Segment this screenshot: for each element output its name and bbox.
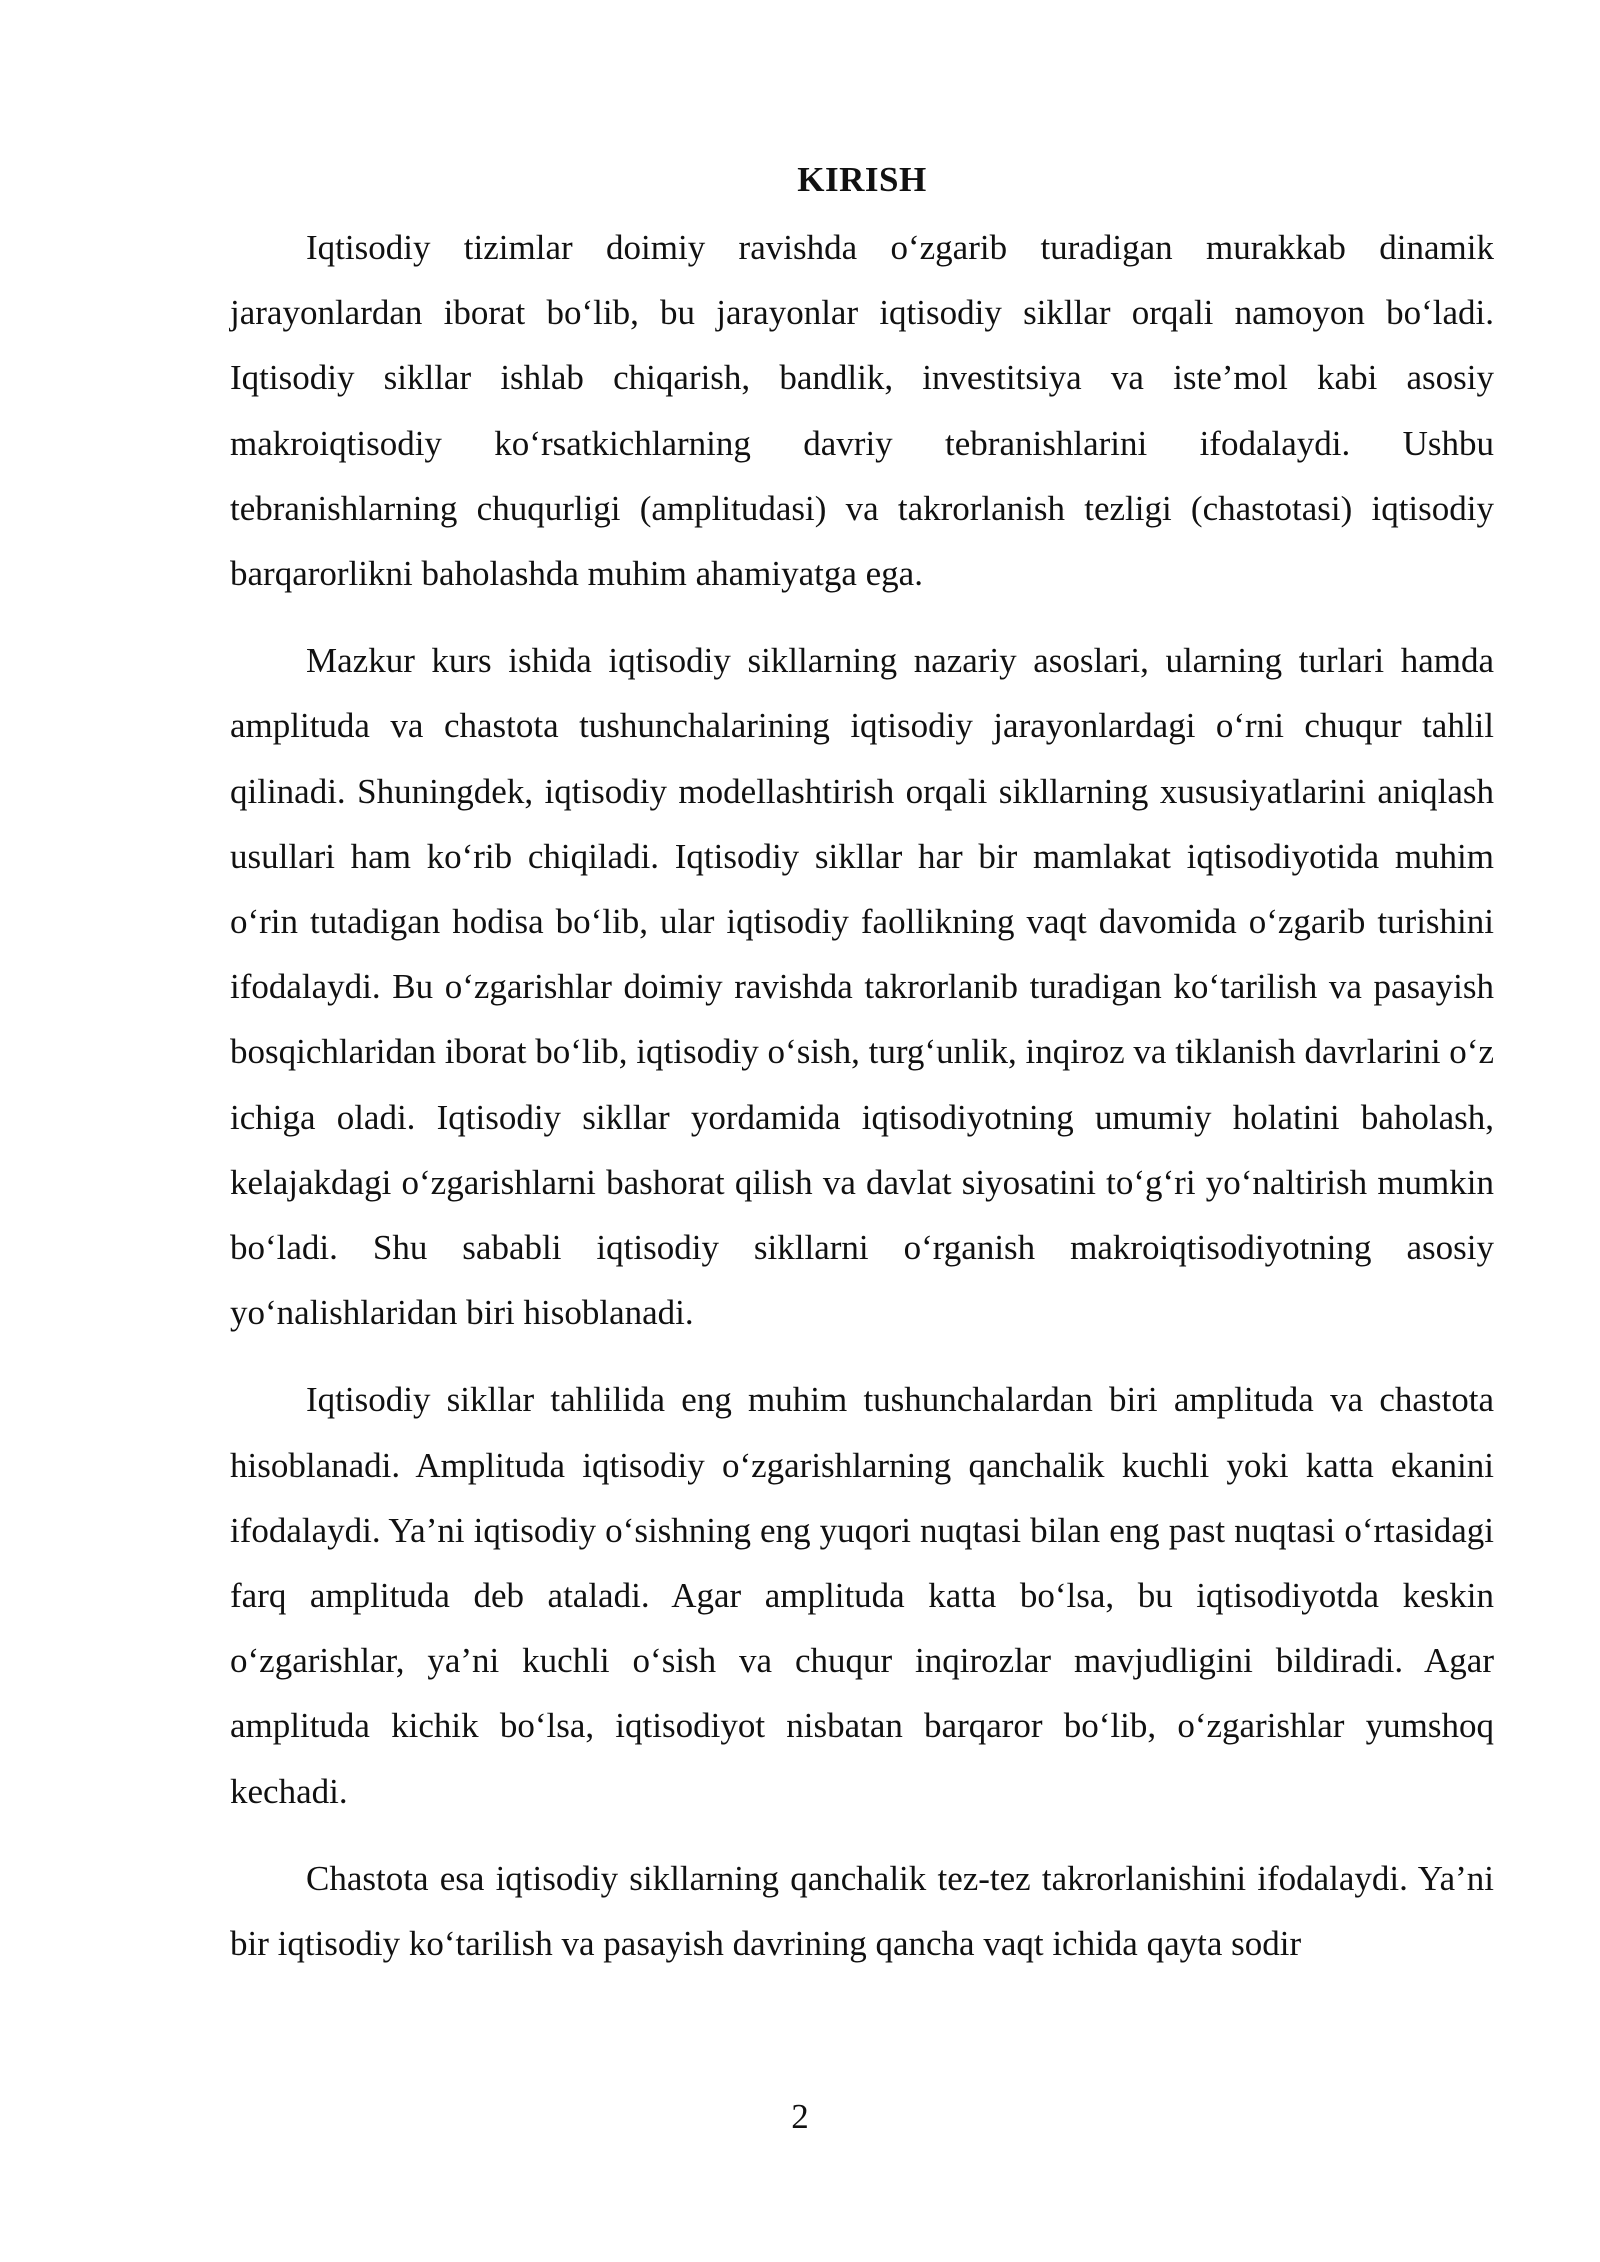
paragraph-4: Chastota esa iqtisodiy sikllarning qanchalik tez-tez takrorlanishini ifodalaydi. Ya’ni bir iqtisodiy ko‘tarilish va pasayish davrining qancha vaqt ichida qayta sodir [230,1858,1494,1964]
paragraph-1: Iqtisodiy tizimlar doimiy ravishda o‘zgarib turadigan murakkab dinamik jarayonlardan iborat bo‘lib, bu jarayonlar iqtisodiy sikllar orqali namoyon bo‘ladi. Iqtisodiy sikllar ishlab chiqarish, bandlik, investitsiya va iste’mol kabi asosiy makroiqtisodiy ko‘rsatkichlarning davriy tebranishlarini ifodalaydi. Ushbu tebranishlarning chuqurligi (amplitudasi) va takrorlanish tezligi (chastotasi) iqtisodiy barqarorlikni baholashda muhim ahamiyatga ega. [230,228,1494,594]
page-content [230,150,1494,1998]
paragraph-3: Iqtisodiy sikllar tahlilida eng muhim tushunchalardan biri amplituda va chastota hisoblanadi. Amplituda iqtisodiy o‘zgarishlarning qanchalik kuchli yoki katta ekanini ifodalaydi. Ya’ni iqtisodiy o‘sishning eng yuqori nuqtasi bilan eng past nuqtasi o‘rtasidagi farq amplituda deb ataladi. Agar amplituda katta bo‘lsa, bu iqtisodiyotda keskin o‘zgarishlar, ya’ni kuchli o‘sish va chuqur inqirozlar mavjudligini bildiradi. Agar amplituda kichik bo‘lsa, iqtisodiyot nisbatan barqaror bo‘lib, o‘zgarishlar yumshoq kechadi. [230,1380,1494,1811]
section-title: KIRISH [797,160,927,199]
page-number: 2 [791,2097,809,2136]
paragraph-2: Mazkur kurs ishida iqtisodiy sikllarning nazariy asoslari, ularning turlari hamda amplituda va chastota tushunchalarining iqtisodiy jarayonlardagi o‘rni chuqur tahlil qilinadi. Shuningdek, iqtisodiy modellashtirish orqali sikllarning xususiyatlarini aniqlash usullari ham ko‘rib chiqiladi. Iqtisodiy sikllar har bir mamlakat iqtisodiyotida muhim o‘rin tutadigan hodisa bo‘lib, ular iqtisodiy faollikning vaqt davomida o‘zgarib turishini ifodalaydi. Bu o‘zgarishlar doimiy ravishda takrorlanib turadigan ko‘tarilish va pasayish bosqichlaridan iborat bo‘lib, iqtisodiy o‘sish, turg‘unlik, inqiroz va tiklanish davrlarini o‘z ichiga oladi. Iqtisodiy sikllar yordamida iqtisodiyotning umumiy holatini baholash, kelajakdagi o‘zgarishlarni bashorat qilish va davlat siyosatini to‘g‘ri yo‘naltirish mumkin bo‘ladi. Shu sababli iqtisodiy sikllarni o‘rganish makroiqtisodiyotning asosiy yo‘nalishlaridan biri hisoblanadi. [230,641,1494,1333]
